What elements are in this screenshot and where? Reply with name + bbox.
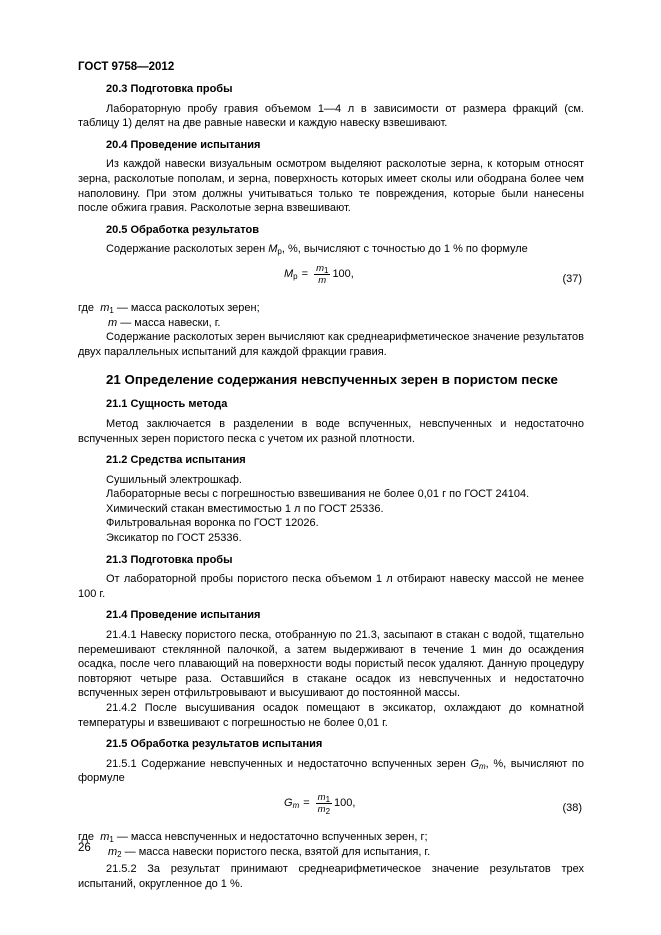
paragraph-20-5-conclusion: Содержание расколотых зерен вычисляют как среднеарифметическое значение результатов двух параллельных испытаний для каждой фракции гравия. [78,331,584,358]
heading-21-3: 21.3 Подготовка пробы [106,553,233,566]
paragraph-21-5-2: 21.5.2 За результат принимают среднеарифметическое значение результатов трех испытаний, округленное до 1 %. [78,863,584,890]
list-item: Лабораторные весы с погрешностью взвешивания не более 0,01 г по ГОСТ 24104. [106,488,530,501]
formula-equals: = [301,268,309,281]
equipment-list [78,473,584,546]
legend-m2: $m_2$ — масса навески пористого песка, взятой для испытания, г. [108,845,431,859]
heading-20-3: 20.3 Подготовка пробы [106,83,233,95]
heading-20-5: 20.5 Обработка результатов [106,223,259,236]
formula-factor: 100, [332,268,354,281]
equation-number-38: (38) [562,801,582,814]
legend-m: m — масса навески, г. [108,316,221,329]
formula-factor: 100, [334,797,356,810]
legend-m1: где $m_1$ — масса расколотых зерен; [78,301,260,315]
running-header: ГОСТ 9758—2012 [78,61,175,73]
paragraph-21-4-2: 21.4.2 После высушивания осадок помещают в эксикатор, охлаждают до комнатной температуры и взвешивают с погрешностью не более 0,01 г. [78,702,584,729]
heading-21-1: 21.1 Сущность метода [106,398,228,411]
formula-fraction: $\frac{m_1}{m}$ [316,262,329,286]
paragraph-21-3: От лабораторной пробы пористого песка объемом 1 л отбирают навеску массой не менее 100 г. [78,573,584,600]
paragraph-21-1: Метод заключается в разделении в воде вспученных, невспученных и недостаточно вспученных зерен пористого песка с учетом их разной плотности. [78,417,584,445]
heading-21-4: 21.4 Проведение испытания [106,609,261,622]
heading-21-2: 21.2 Средства испытания [106,454,246,467]
heading-21-5: 21.5 Обработка результатов испытания [106,738,323,751]
page-content [78,82,584,891]
formula-lhs: $M_р$ [284,268,298,282]
heading-20-4: 20.4 Проведение испытания [106,138,261,151]
list-item: Фильтровальная воронка по ГОСТ 12026. [106,517,319,530]
formula-equals: = [303,797,310,810]
paragraph-20-5-intro: Содержание расколотых зерен $M_р$, %, вычисляют с точностью до 1 % по формуле [106,243,528,257]
formula-37 [78,261,584,299]
page-number: 26 [78,842,91,854]
formula-fraction: $\frac{m_1}{m_2}$ [317,791,331,816]
equation-number-37: (37) [562,272,582,285]
list-item: Эксикатор по ГОСТ 25336. [106,532,242,545]
formula-lhs: $G_m$ [284,797,300,811]
paragraph-20-4: Из каждой навески визуальным осмотром выделяют расколотые зерна, к которым относят зерна, расколотые пополам, и зерна, поверхность которых имеет сколы или ободрана более чем наполовину. При этом должны учитываться только те повреждения, которые были нанесены после обжига гравия. Расколотые зерна взвешивают. [78,158,584,215]
paragraph-20-3: Лабораторную пробу гравия объемом 1—4 л в зависимости от размера фракций (см. таблицу 1) делят на две равные навески и каждую навеску взвешивают. [78,102,584,130]
list-item: Химический стакан вместимостью 1 л по ГОСТ 25336. [106,502,384,515]
paragraph-21-4-1: 21.4.1 Навеску пористого песка, отобранную по 21.3, засыпают в стакан с водой, тщательно перемешивают стеклянной палочкой, а затем выдерживают в течение 1 мин до осаждения осадка, после чего плавающий на поверхности воды пористый песок удаляют. Данную процедуру повторяют четыре раза. Оставшийся в стакане осадок из невспученных и недостаточно вспученных зерен отфильтровывают и высушивают до постоянной массы. [78,629,584,700]
list-item: Сушильный электрошкаф. [106,473,242,486]
paragraph-21-5-1: 21.5.1 Содержание невспученных и недостаточно вспученных зерен $G_m$, %, вычисляют по формуле [78,757,584,785]
formula-38 [78,790,584,828]
legend-m1: где $m_1$ — масса невспученных и недостаточно вспученных зерен, г; [78,830,428,844]
section-21-title: 21 Определение содержания невспученных зерен в пористом песке [106,372,558,388]
